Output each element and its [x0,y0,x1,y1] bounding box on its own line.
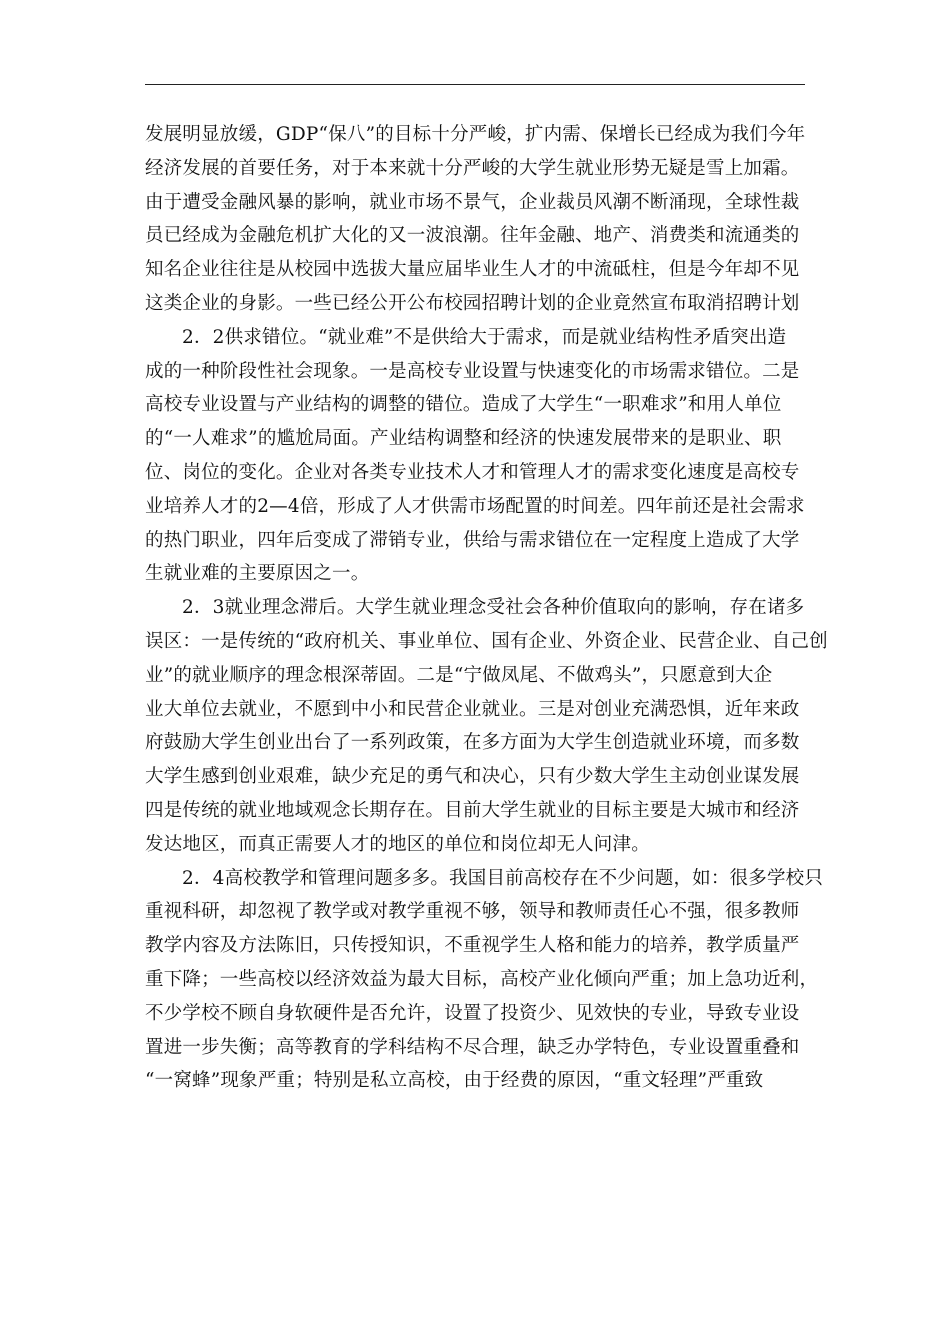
text-line: 发展明显放缓，GDP“保八”的目标十分严峻，扩内需、保增长已经成为我们今年 [145,124,806,145]
text-line: 成的一种阶段性社会现象。一是高校专业设置与快速变化的市场需求错位。二是 [145,360,800,382]
text-line: 员已经成为金融危机扩大化的又一波浪潮。往年金融、地产、消费类和流通类的 [145,225,800,247]
header-rule [145,84,805,85]
text-line: 位、岗位的变化。企业对各类专业技术人才和管理人才的需求变化速度是高校专 [145,461,800,483]
text-line-first: 2．2供求错位。“就业难”不是供给大于需求，而是就业结构性矛盾突出造 [182,326,787,348]
text-line: 由于遭受金融风暴的影响，就业市场不景气，企业裁员风潮不断涌现，全球性裁 [145,191,800,213]
text-line-first: 2．4高校教学和管理问题多多。我国目前高校存在不少问题，如：很多学校只 [182,867,824,889]
text-line: 不少学校不顾自身软硬件是否允许，设置了投资少、见效快的专业，导致专业设 [145,1002,800,1024]
text-line: 发达地区，而真正需要人才的地区的单位和岗位却无人问津。 [145,833,650,855]
text-line: 生就业难的主要原因之一。 [145,563,370,585]
text-line: 业大单位去就业，不愿到中小和民营企业就业。三是对创业充满恐惧，近年来政 [145,698,800,720]
paragraph-2-4 [145,862,824,1099]
text-line: 重视科研，却忽视了教学或对教学重视不够，领导和教师责任心不强，很多教师 [145,901,800,923]
text-line: 这类企业的身影。一些已经公开公布校园招聘计划的企业竟然宣布取消招聘计划 [145,292,800,314]
text-line: 高校专业设置与产业结构的调整的错位。造成了大学生“一职难求”和用人单位 [145,394,782,416]
text-line: 业培养人才的2—4倍，形成了人才供需市场配置的时间差。四年前还是社会需求 [145,495,805,517]
paragraph-2-2 [145,321,810,591]
body-text [145,118,828,1098]
text-line: 业”的就业顺序的理念根深蒂固。二是“宁做凤尾、不做鸡头”，只愿意到大企 [145,664,773,686]
text-line: 的热门职业，四年后变成了滞销专业，供给与需求错位在一定程度上造成了大学 [145,529,800,551]
paragraph-intro [145,118,810,321]
text-line: 置进一步失衡；高等教育的学科结构不尽合理，缺乏办学特色，专业设置重叠和 [145,1036,800,1058]
text-line: 大学生感到创业艰难，缺少充足的勇气和决心，只有少数大学生主动创业谋发展 [145,766,800,788]
text-line: “一窝蜂”现象严重；特别是私立高校，由于经费的原因，“重文轻理”严重致 [145,1070,764,1092]
text-line: 的“一人难求”的尴尬局面。产业结构调整和经济的快速发展带来的是职业、职 [145,428,782,450]
text-line: 四是传统的就业地域观念长期存在。目前大学生就业的目标主要是大城市和经济 [145,799,800,821]
text-line-first: 2．3就业理念滞后。大学生就业理念受社会各种价值取向的影响，存在诸多 [182,597,805,619]
text-line: 府鼓励大学生创业出台了一系列政策，在多方面为大学生创造就业环境，而多数 [145,732,800,754]
text-line: 知名企业往往是从校园中选拔大量应届毕业生人才的中流砥柱，但是今年却不见 [145,259,800,281]
text-line: 误区：一是传统的“政府机关、事业单位、国有企业、外资企业、民营企业、自己创 [145,630,828,652]
text-line: 教学内容及方法陈旧，只传授知识，不重视学生人格和能力的培养，教学质量严 [145,935,800,957]
text-line: 重下降；一些高校以经济效益为最大目标，高校产业化倾向严重；加上急功近利， [145,968,819,990]
paragraph-2-3 [145,591,828,861]
text-line: 经济发展的首要任务，对于本来就十分严峻的大学生就业形势无疑是雪上加霜。 [145,157,800,179]
